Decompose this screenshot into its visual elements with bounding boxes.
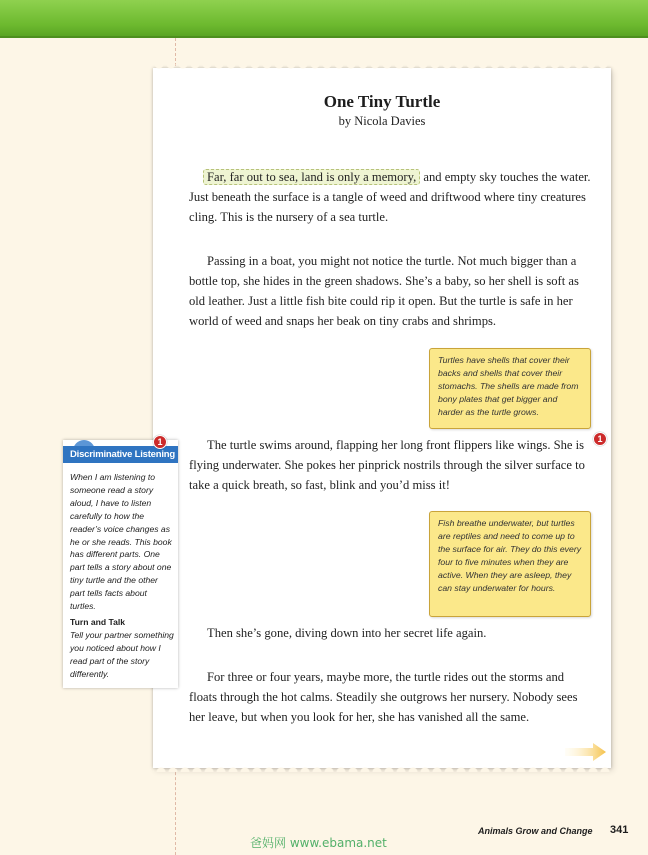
sidebar-marker-badge[interactable]: 1 (153, 435, 167, 449)
sidebar-heading: Discriminative Listening (63, 446, 178, 463)
story-paragraph-3: The turtle swims around, flapping her long front flippers like wings. She is flying underwater. She pokes her pinprick nostrils through the silver surface to take a quick breath, so fast, blink and you’d miss it! (189, 438, 585, 492)
sidebar-body-text: When I am listening to someone read a story aloud, I have to listen carefully to how the reader’s voice changes as he or she reads. This book has different parts. One part tells a story about one tiny turtle and the other part tells facts about turtles. (70, 472, 172, 612)
top-green-band (0, 0, 648, 38)
story-paragraph-5: For three or four years, maybe more, the turtle rides out the storms and floats through the hot calms. Steadily she outgrows her nursery. Nobody sees her leave, but when you look for her, she has vanished all the same. (189, 670, 578, 724)
next-page-arrow-icon[interactable] (565, 742, 607, 762)
watermark: 爸妈网 www.ebama.net (250, 836, 387, 850)
text-marker-badge[interactable]: 1 (593, 432, 607, 446)
paragraph-text: and empty sky touches the water. Just beneath the surface is a tangle of weed and driftwood where tiny creatures cling. This is the nursery of a sea turtle. (189, 170, 591, 224)
sidebar-subbody: Tell your partner something you noticed about how I read part of the story differently. (70, 629, 174, 679)
story-paragraph-1 (189, 167, 595, 227)
highlighted-phrase: Far, far out to sea, land is only a memory, (203, 169, 420, 185)
story-byline: by Nicola Davies (338, 114, 426, 128)
sidebar-subheading: Turn and Talk (70, 616, 126, 627)
discriminative-listening-sidebar (63, 437, 178, 688)
sidebar-body (70, 471, 174, 681)
unit-label: Animals Grow and Change (478, 826, 593, 836)
page-number: 341 (610, 824, 629, 836)
story-title: One Tiny Turtle (323, 92, 441, 111)
turtle-breathing-note: Fish breathe underwater, but turtles are reptiles and need to come up to the surface for air. They do this every four to five minutes when they are active. When they are asleep, they can stay underwater for hours. (429, 511, 591, 617)
story-page (153, 68, 611, 768)
story-paragraph-4: Then she’s gone, diving down into her secret life again. (207, 626, 487, 640)
turtle-shell-note: Turtles have shells that cover their backs and shells that cover their stomachs. The shells are made from bony plates that get bigger and harder as the turtle grows. (429, 348, 591, 429)
story-paragraph-2: Passing in a boat, you might not notice the turtle. Not much bigger than a bottle top, she hides in the green shadows. She’s a baby, so her shell is soft as old leather. Just a little fish bite could rip it open. But the turtle is safe in her world of weed and snaps her beak on tiny crabs and shrimps. (189, 254, 579, 328)
